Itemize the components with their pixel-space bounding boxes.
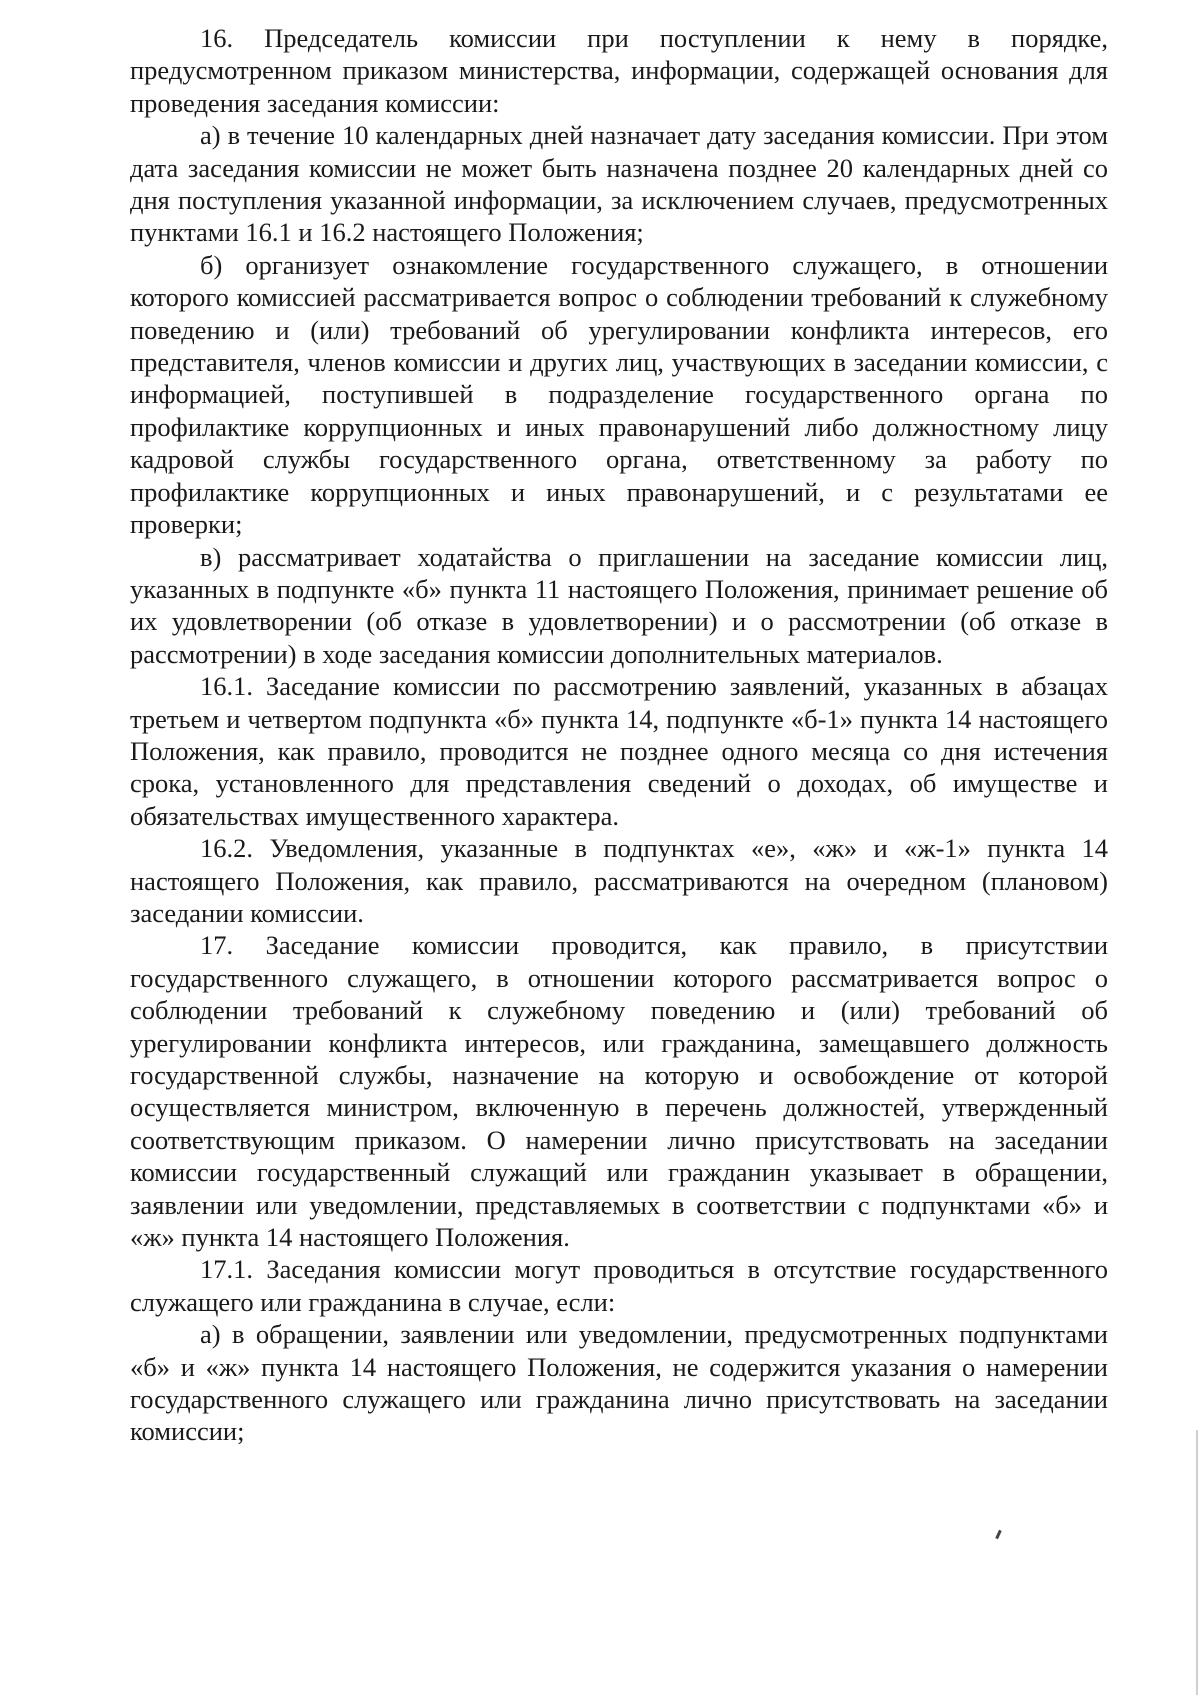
paragraph-16-a: а) в течение 10 календарных дней назначает дату заседания комиссии. При этом дата заседания комиссии не может быть назначена позднее 20 календарных дней со дня поступления указанной информации, за исключением случаев, предусмотренных пунктами 16.1 и 16.2 настоящего Положения; [130,120,1108,248]
paragraph-16-1: 16.1. Заседание комиссии по рассмотрению заявлений, указанных в абзацах третьем и четвертом подпункта «б» пункта 14, подпункте «б-1» пункта 14 настоящего Положения, как правило, проводится не позднее одного месяца со дня истечения срока, установленного для представления сведений о доходах, об имуществе и обязательствах имущественного характера. [130,671,1108,831]
paragraph-16-2: 16.2. Уведомления, указанные в подпунктах «е», «ж» и «ж-1» пункта 14 настоящего Положения, как правило, рассматриваются на очередном (плановом) заседании комиссии. [130,833,1108,928]
paragraph-17-1: 17.1. Заседания комиссии могут проводиться в отсутствие государственного служащего или гражданина в случае, если: [130,1254,1108,1317]
scan-speck [995,1530,1002,1539]
paragraph-17: 17. Заседание комиссии проводится, как правило, в присутствии государственного служащего, в отношении которого рассматривается вопрос о соблюдении требований к служебному поведению и (или) требований об урегулировании конфликта интересов, или гражданина, замещавшего должность государственной службы, назначение на которую и освобождение от которой осуществляется министром, включенную в перечень должностей, утвержденный соответствующим приказом. О намерении лично присутствовать на заседании комиссии государственный служащий или гражданин указывает в обращении, заявлении или уведомлении, представляемых в соответствии с подпунктами «б» и «ж» пункта 14 настоящего Положения. [130,930,1108,1253]
paragraph-16-v: в) рассматривает ходатайства о приглашении на заседание комиссии лиц, указанных в подпункте «б» пункта 11 настоящего Положения, принимает решение об их удовлетворении (об отказе в удовлетворении) и о рассмотрении (об отказе в рассмотрении) в ходе заседания комиссии дополнительных материалов. [130,541,1108,669]
scan-edge-line [1196,1430,1198,1695]
document-body [130,22,1108,1448]
paragraph-16: 16. Председатель комиссии при поступлении к нему в порядке, предусмотренном приказом министерства, информации, содержащей основания для проведения заседания комиссии: [130,23,1108,118]
paragraph-17-1-a: а) в обращении, заявлении или уведомлении, предусмотренных подпунктами «б» и «ж» пункта 14 настоящего Положения, не содержится указания о намерении государственного служащего или гражданина лично присутствовать на заседании комиссии; [130,1319,1108,1447]
paragraph-16-b: б) организует ознакомление государственного служащего, в отношении которого комиссией рассматривается вопрос о соблюдении требований к служебному поведению и (или) требований об урегулировании конфликта интересов, его представителя, членов комиссии и других лиц, участвующих в заседании комиссии, с информацией, поступившей в подразделение государственного органа по профилактике коррупционных и иных правонарушений либо должностному лицу кадровой службы государственного органа, ответственному за работу по профилактике коррупционных и иных правонарушений, и с результатами ее проверки; [130,249,1108,540]
